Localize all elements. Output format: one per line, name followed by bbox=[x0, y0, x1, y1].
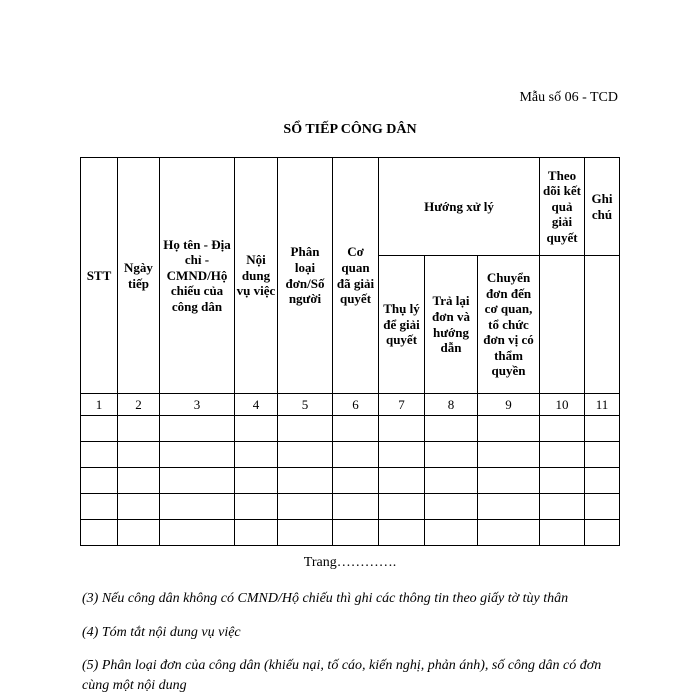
column-number: 2 bbox=[118, 394, 160, 416]
header-ho-ten: Họ tên - Địa chỉ - CMND/Hộ chiếu của công dân bbox=[160, 158, 235, 394]
header-theo-doi-blank bbox=[540, 256, 585, 394]
header-noi-dung: Nội dung vụ việc bbox=[235, 158, 278, 394]
header-ngay-tiep: Ngày tiếp bbox=[118, 158, 160, 394]
column-number: 7 bbox=[379, 394, 425, 416]
header-co-quan: Cơ quan đã giải quyết bbox=[333, 158, 379, 394]
page-number-label: Trang…………. bbox=[303, 555, 397, 570]
table-row bbox=[81, 442, 620, 468]
footnote-5: (5) Phân loại đơn của công dân (khiếu nại, tố cáo, kiến nghị, phản ánh), số công dân có đơn cùng một nội dung bbox=[82, 658, 602, 694]
header-tra-lai: Trả lại đơn và hướng dẫn bbox=[425, 256, 478, 394]
column-number: 5 bbox=[278, 394, 333, 416]
column-number: 3 bbox=[160, 394, 235, 416]
header-ghi-chu: Ghi chú bbox=[585, 158, 620, 256]
column-number: 11 bbox=[585, 394, 620, 416]
form-code: Mẫu số 06 - TCD bbox=[519, 90, 618, 105]
header-huong-xu-ly: Hướng xử lý bbox=[379, 158, 540, 256]
column-number: 1 bbox=[81, 394, 118, 416]
header-ghi-chu-blank bbox=[585, 256, 620, 394]
column-number: 9 bbox=[478, 394, 540, 416]
citizen-reception-table bbox=[80, 157, 620, 546]
footnote-4: (4) Tóm tắt nội dung vụ việc bbox=[82, 625, 241, 640]
footnote-3: (3) Nếu công dân không có CMND/Hộ chiếu thì ghi các thông tin theo giấy tờ tùy thân bbox=[82, 591, 569, 606]
header-theo-doi: Theo dõi kết quả giải quyết bbox=[540, 158, 585, 256]
document-title: SỔ TIẾP CÔNG DÂN bbox=[283, 122, 417, 137]
table-row bbox=[81, 520, 620, 546]
header-chuyen-don: Chuyển đơn đến cơ quan, tổ chức đơn vị có thẩm quyền bbox=[478, 256, 540, 394]
column-number: 4 bbox=[235, 394, 278, 416]
header-thu-ly: Thụ lý để giải quyết bbox=[379, 256, 425, 394]
header-phan-loai: Phân loại đơn/Số người bbox=[278, 158, 333, 394]
column-number: 10 bbox=[540, 394, 585, 416]
table-row bbox=[81, 494, 620, 520]
header-stt: STT bbox=[81, 158, 118, 394]
column-number-row bbox=[81, 394, 620, 416]
table-row bbox=[81, 416, 620, 442]
column-number: 8 bbox=[425, 394, 478, 416]
column-number: 6 bbox=[333, 394, 379, 416]
table-row bbox=[81, 468, 620, 494]
